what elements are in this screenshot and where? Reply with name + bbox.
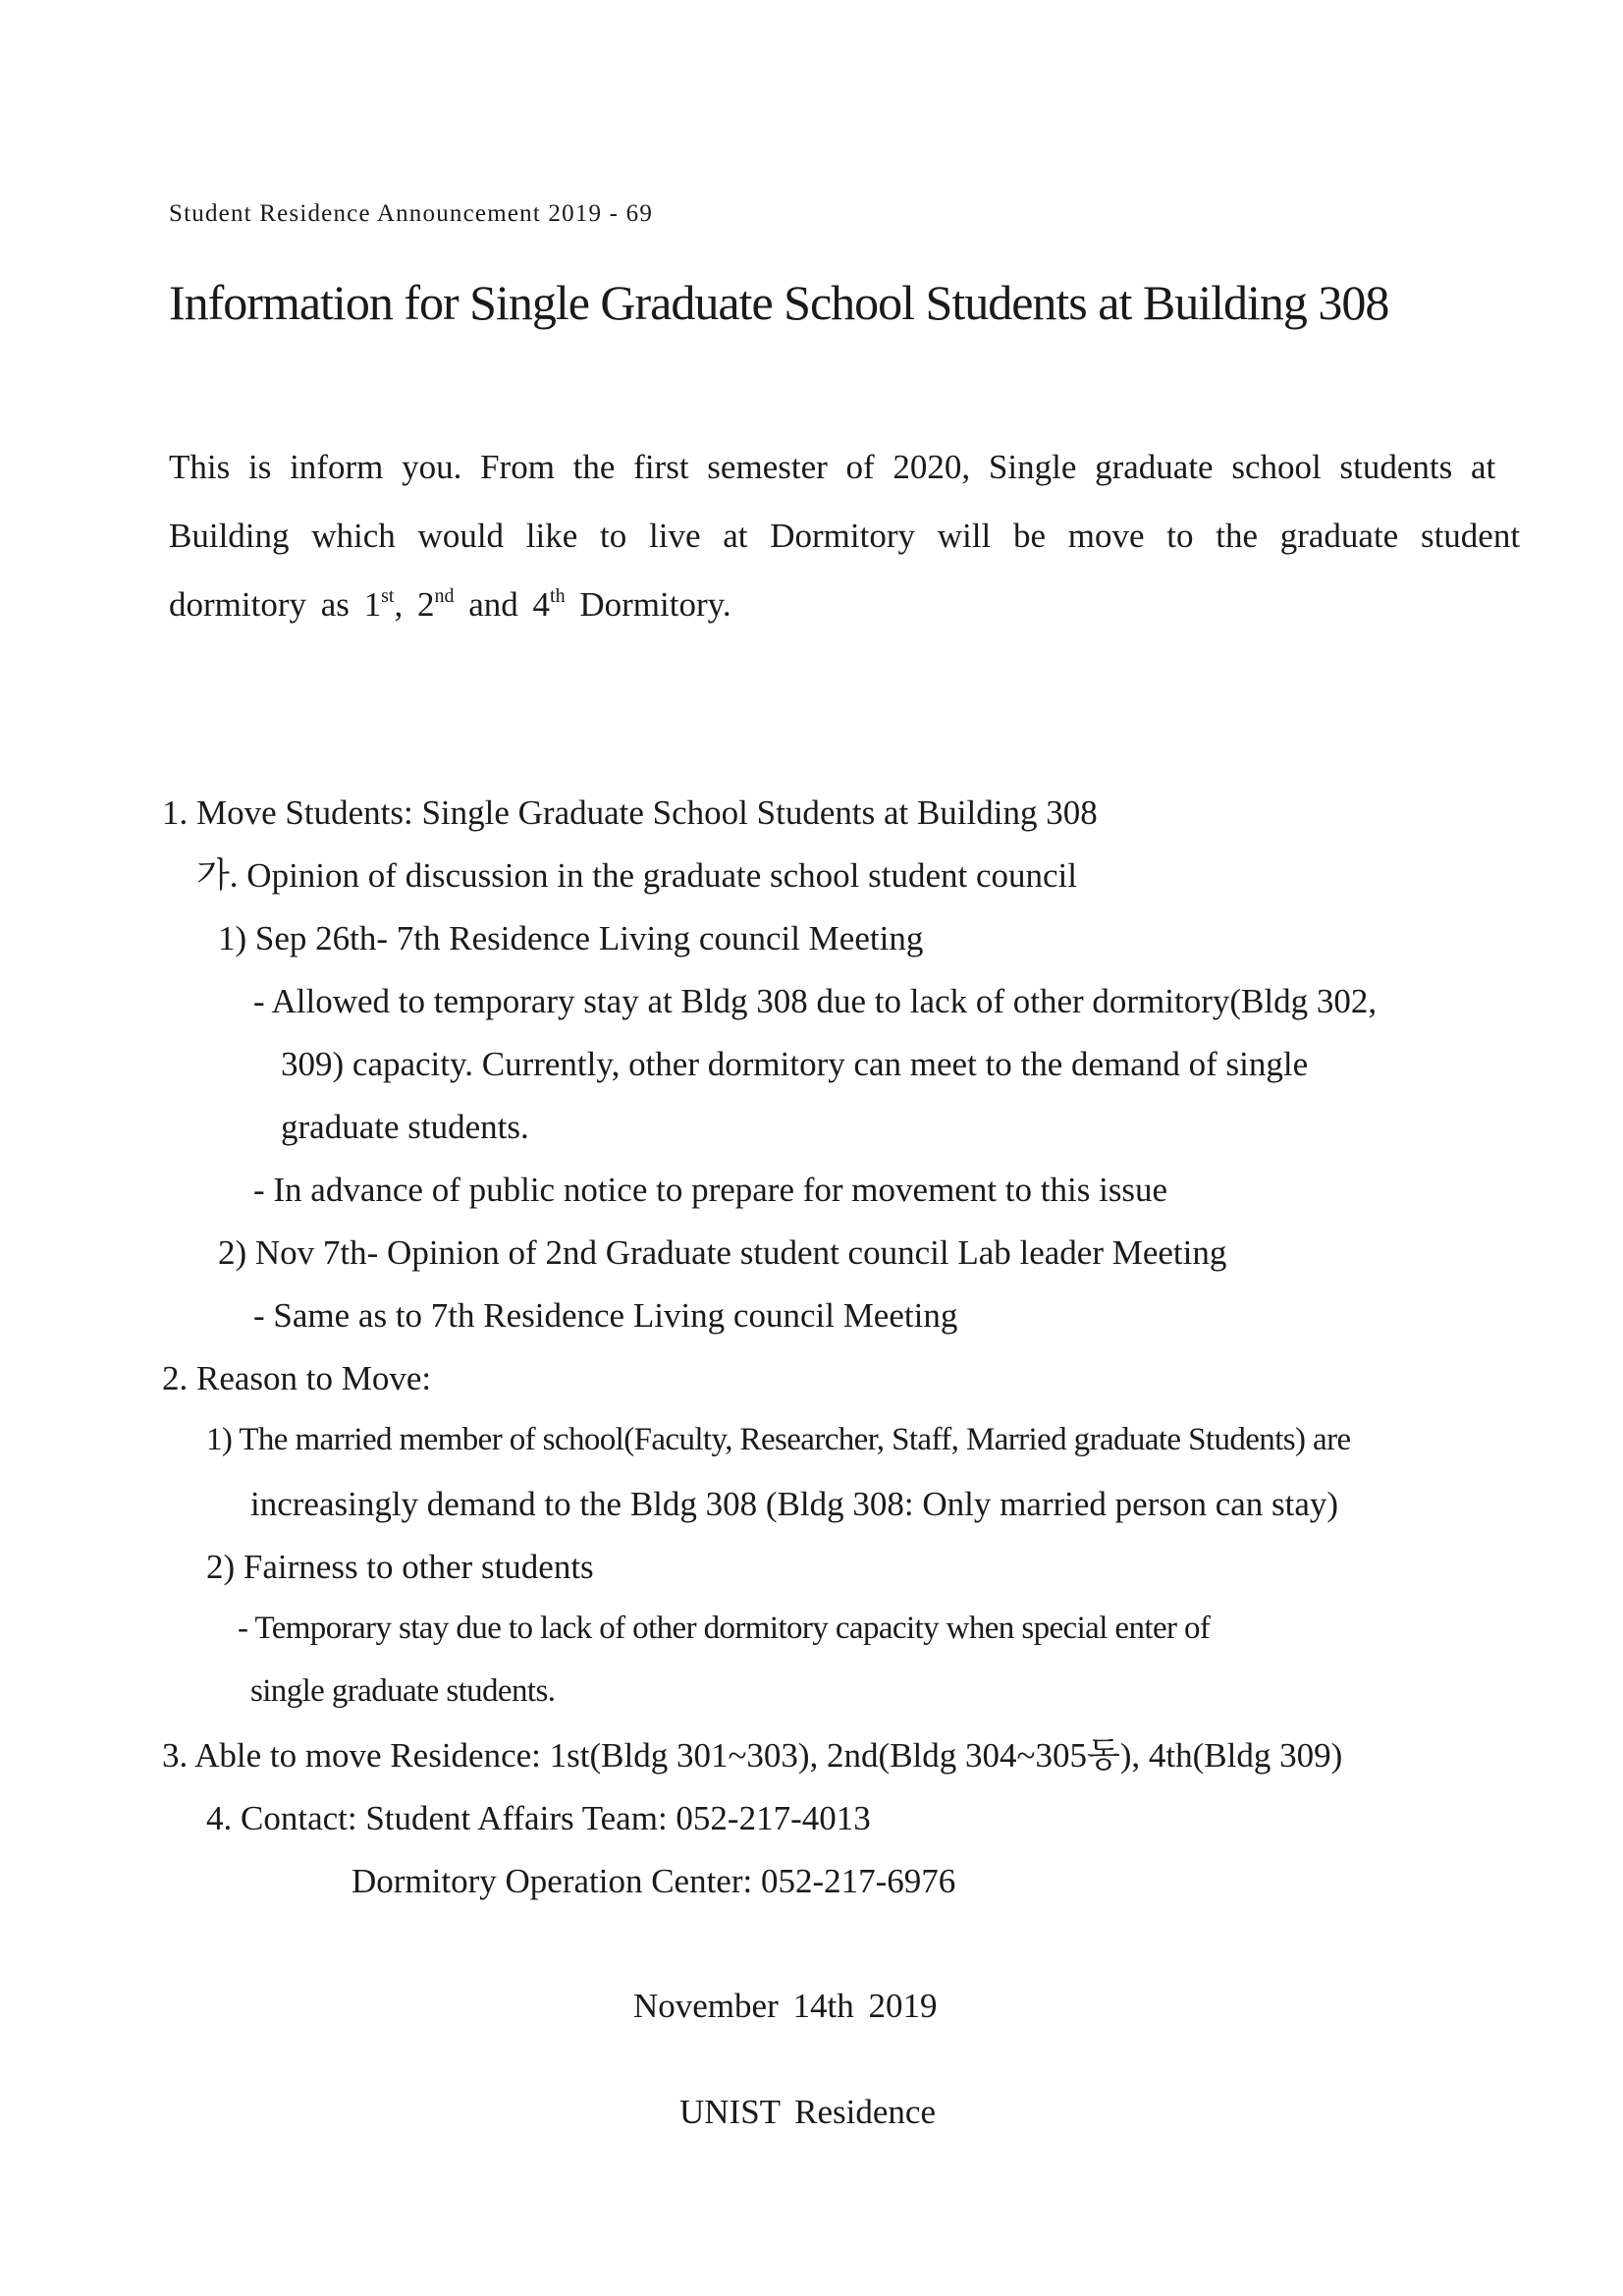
section-2-item-2: 2) Fairness to other students xyxy=(206,1548,594,1586)
intro-line-3 xyxy=(169,587,731,622)
section-4-contact: 4. Contact: Student Affairs Team: 052-217-4013 xyxy=(206,1799,871,1837)
document-title: Information for Single Graduate School Students at Building 308 xyxy=(169,275,1389,330)
section-1-item-1-bullet-1-cont: graduate students. xyxy=(281,1108,529,1146)
intro-line-1: This is inform you. From the first semester of 2020, Single graduate school students at xyxy=(169,448,1496,486)
section-1-item-1-bullet-2: - In advance of public notice to prepare for movement to this issue xyxy=(253,1171,1168,1209)
announcement-number: Student Residence Announcement 2019 - 69 xyxy=(169,200,654,227)
section-2-item-2-bullet-1: - Temporary stay due to lack of other dormitory capacity when special enter of xyxy=(238,1611,1211,1646)
section-1-item-2-bullet-1: - Same as to 7th Residence Living council Meeting xyxy=(253,1296,958,1335)
section-4-contact-cont: Dormitory Operation Center: 052-217-6976 xyxy=(352,1862,956,1900)
section-1-item-1-bullet-1: - Allowed to temporary stay at Bldg 308 due to lack of other dormitory(Bldg 302, xyxy=(253,982,1378,1020)
section-1-item-1: 1) Sep 26th- 7th Residence Living council Meeting xyxy=(218,919,924,957)
signature: UNIST Residence xyxy=(679,2093,936,2131)
section-2-item-2-bullet-1-cont: single graduate students. xyxy=(250,1673,556,1709)
intro-line-2: Building which would like to live at Dormitory will be move to the graduate student xyxy=(169,517,1521,555)
section-1-item-1-bullet-1-cont: 309) capacity. Currently, other dormitory can meet to the demand of single xyxy=(281,1045,1309,1083)
section-3-residence: 3. Able to move Residence: 1st(Bldg 301~303), 2nd(Bldg 304~305동), 4th(Bldg 309) xyxy=(162,1736,1343,1775)
intro-text: Dormitory. xyxy=(565,585,731,624)
section-2-item-1-cont: increasingly demand to the Bldg 308 (Bldg 308: Only married person can stay) xyxy=(250,1485,1339,1523)
document-date: November 14th 2019 xyxy=(633,1987,938,2025)
section-1-subheading: 가. Opinion of discussion in the graduate school student council xyxy=(196,856,1078,895)
section-1-heading: 1. Move Students: Single Graduate School Students at Building 308 xyxy=(162,793,1098,832)
superscript-nd: nd xyxy=(434,585,455,607)
intro-text: , 2 xyxy=(394,585,435,624)
section-1-item-2: 2) Nov 7th- Opinion of 2nd Graduate student council Lab leader Meeting xyxy=(218,1233,1227,1272)
section-2-heading: 2. Reason to Move: xyxy=(162,1359,432,1397)
section-2-item-1: 1) The married member of school(Faculty, Researcher, Staff, Married graduate Students) are xyxy=(206,1422,1351,1457)
intro-text: dormitory as 1 xyxy=(169,585,382,624)
superscript-th: th xyxy=(550,585,566,607)
superscript-st: st xyxy=(381,585,395,607)
intro-text: and 4 xyxy=(454,585,551,624)
